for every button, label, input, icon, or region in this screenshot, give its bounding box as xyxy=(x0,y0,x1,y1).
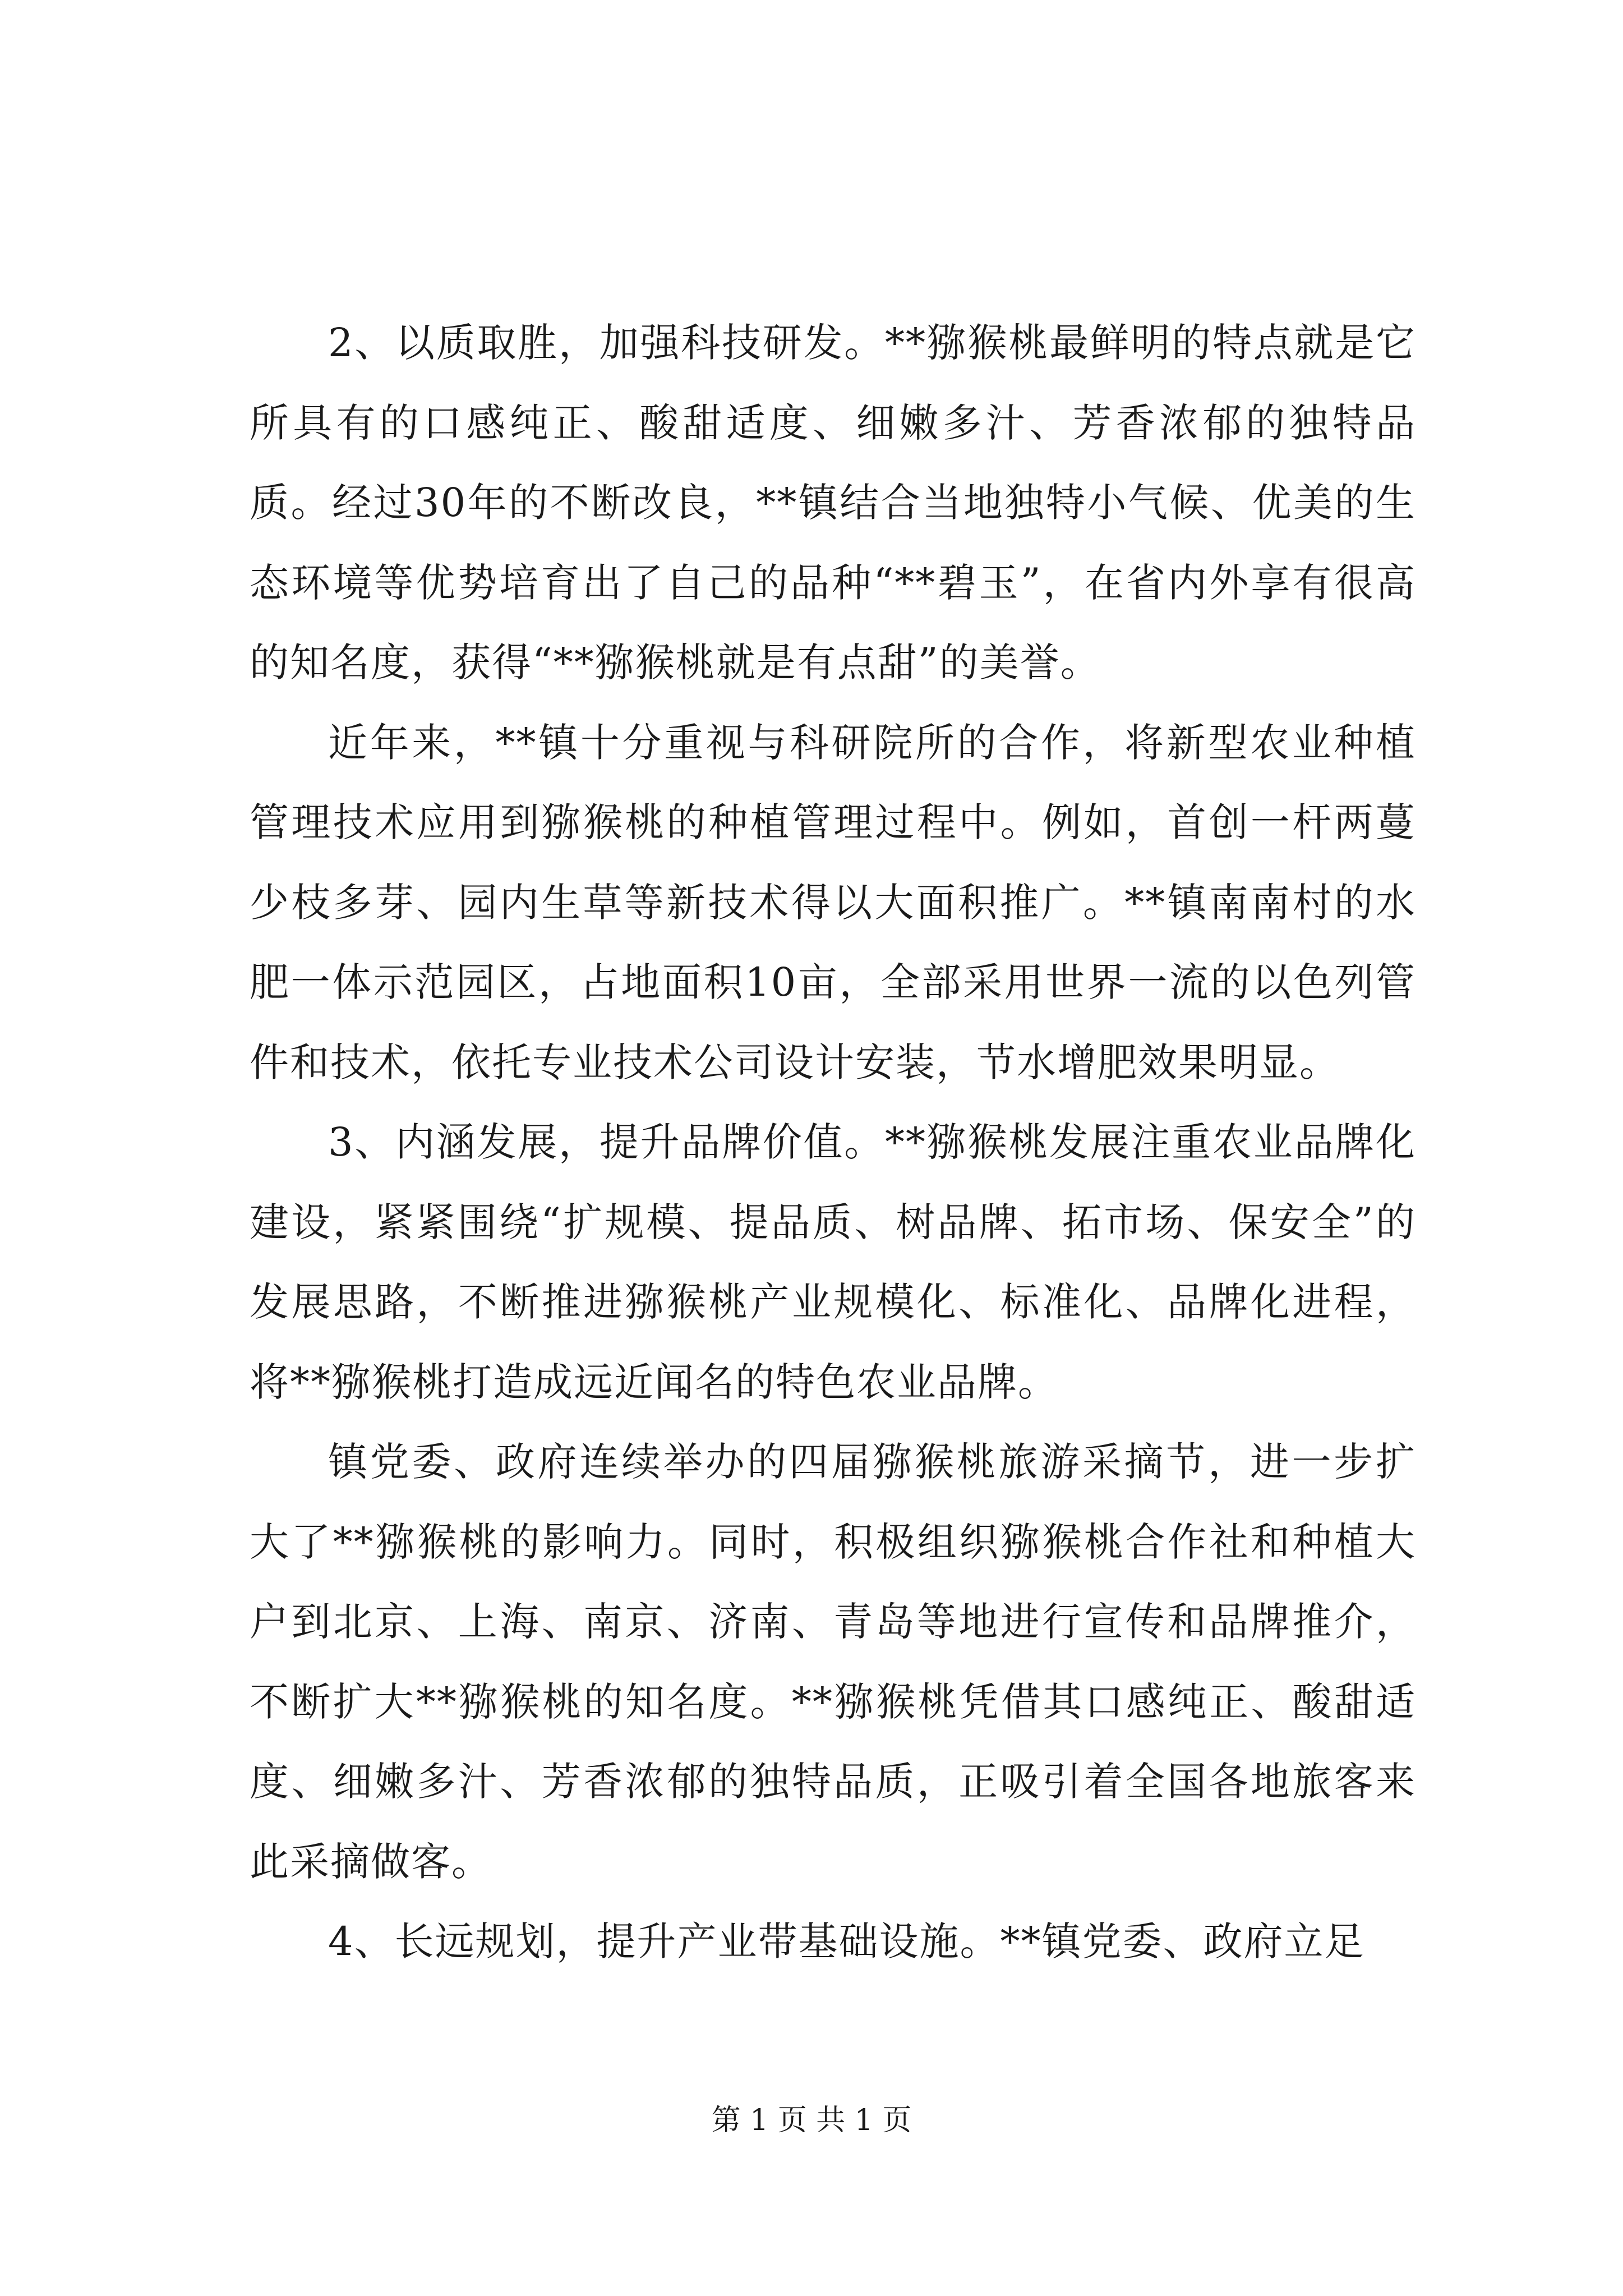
document-body xyxy=(250,303,1416,1982)
paragraph-tech-rd: 2、以质取胜，加强科技研发。**猕猴桃最鲜明的特点就是它所具有的口感纯正、酸甜适度、细嫩多汁、芳香浓郁的独特品质。经过30年的不断改良，**镇结合当地独特小气候、优美的生态环境等优势培育出了自己的品种“**碧玉”，在省内外享有很高的知名度，获得“**猕猴桃就是有点甜”的美誉。 xyxy=(250,320,1416,685)
paragraph-picking-festival: 镇党委、政府连续举办的四届猕猴桃旅游采摘节，进一步扩大了**猕猴桃的影响力。同时，积极组织猕猴桃合作社和种植大户到北京、上海、南京、济南、青岛等地进行宣传和品牌推介，不断扩大**猕猴桃的知名度。**猕猴桃凭借其口感纯正、酸甜适度、细嫩多汁、芳香浓郁的独特品质，正吸引着全国各地旅客来此采摘做客。 xyxy=(250,1439,1416,1885)
paragraph-brand-value: 3、内涵发展，提升品牌价值。**猕猴桃发展注重农业品牌化建设，紧紧围绕“扩规模、提品质、树品牌、拓市场、保安全”的发展思路，不断推进猕猴桃产业规模化、标准化、品牌化进程，将**猕猴桃打造成远近闻名的特色农业品牌。 xyxy=(250,1119,1416,1405)
paragraph-infrastructure: 4、长远规划，提升产业带基础设施。**镇党委、政府立足 xyxy=(328,1918,1365,1964)
page-number-footer: 第 1 页 共 1 页 xyxy=(711,2104,912,2137)
paragraph-research-cooperation: 近年来，**镇十分重视与科研院所的合作，将新型农业种植管理技术应用到猕猴桃的种植管理过程中。例如，首创一杆两蔓少枝多芽、园内生草等新技术得以大面积推广。**镇南南村的水肥一体示范园区，占地面积10亩，全部采用世界一流的以色列管件和技术，依托专业技术公司设计安装，节水增肥效果明显。 xyxy=(250,719,1416,1085)
